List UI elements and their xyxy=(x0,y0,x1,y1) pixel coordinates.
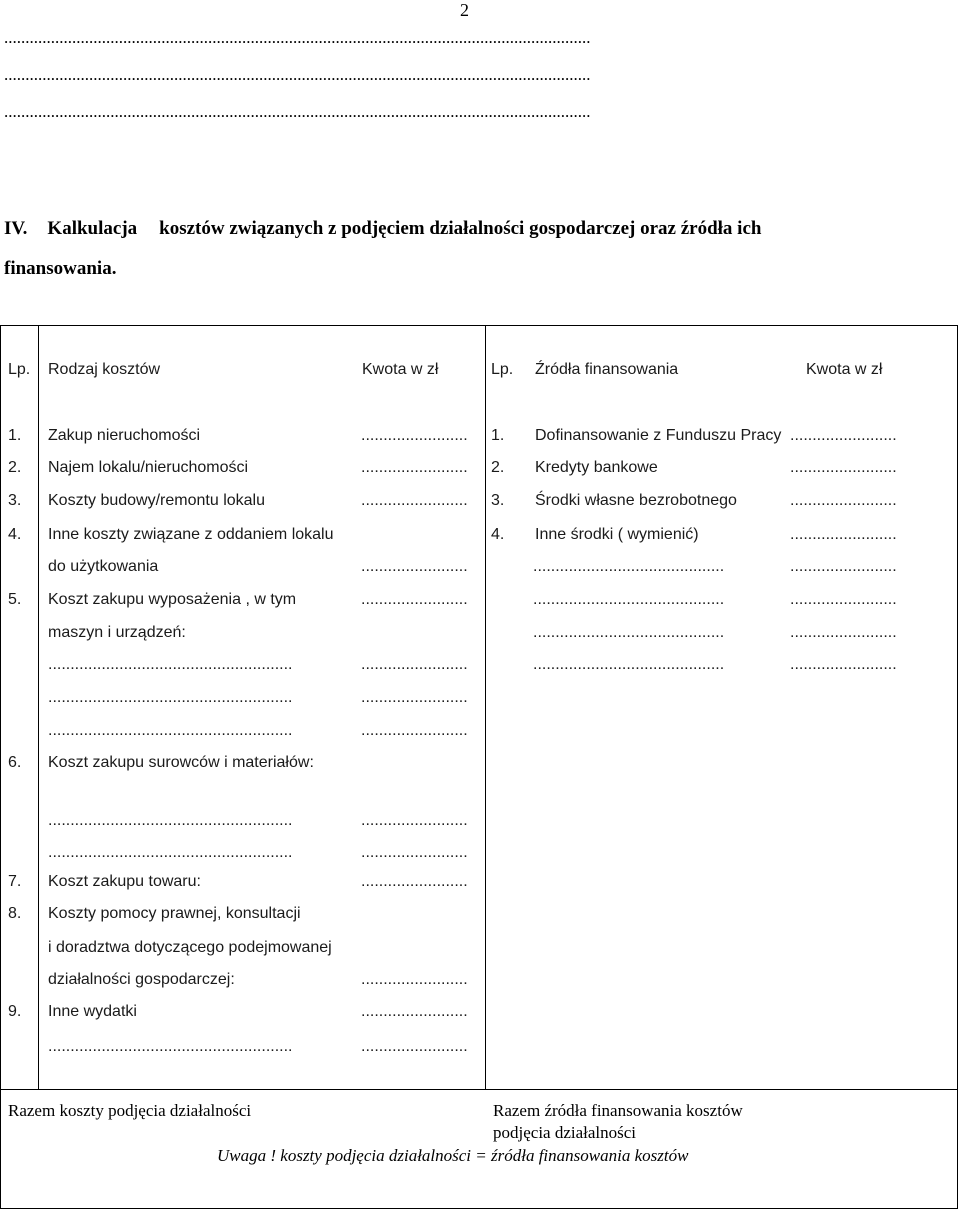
cost-row-number: 1. xyxy=(8,427,22,444)
blank-line-2: .......................................................................................................................................... xyxy=(4,65,591,84)
source-row-number: 2. xyxy=(491,459,505,476)
source-row-blank: ........................................... xyxy=(533,624,725,641)
cost-row-amount: ........................ xyxy=(361,1038,468,1055)
cost-row-number: 2. xyxy=(8,459,22,476)
cost-row-amount: ........................ xyxy=(361,492,468,509)
cost-row-number: 8. xyxy=(8,905,22,922)
cost-row-label: Koszt zakupu surowców i materiałów: xyxy=(48,754,314,771)
cost-row-amount: ........................ xyxy=(361,873,468,890)
section-number: IV. xyxy=(4,218,28,239)
source-row-label: Środki własne bezrobotnego xyxy=(535,492,737,509)
column-divider-lp xyxy=(38,325,39,1090)
source-row-amount: ........................ xyxy=(790,656,897,673)
table-right-border xyxy=(957,325,958,1209)
cost-row-blank: ....................................................... xyxy=(48,812,293,829)
cost-row-amount: ........................ xyxy=(361,844,468,861)
cost-row-blank: ....................................................... xyxy=(48,722,293,739)
cost-row-number: 7. xyxy=(8,873,22,890)
section-heading-word: Kalkulacja xyxy=(47,218,138,239)
total-sources-label-line-2: podjęcia działalności xyxy=(493,1123,637,1142)
header-lp-left: Lp. xyxy=(8,361,31,378)
source-row-number: 4. xyxy=(491,526,505,543)
header-sources: Źródła finansowania xyxy=(535,361,679,378)
cost-row-label: i doradztwa dotyczącego podejmowanej xyxy=(48,939,332,956)
source-row-amount: ........................ xyxy=(790,624,897,641)
source-row-amount: ........................ xyxy=(790,526,897,543)
source-row-blank: ........................................... xyxy=(533,591,725,608)
cost-row-label: Koszty pomocy prawnej, konsultacji xyxy=(48,905,301,922)
cost-row-label: Koszt zakupu wyposażenia , w tym xyxy=(48,591,297,608)
header-cost-type: Rodzaj kosztów xyxy=(48,361,161,378)
cost-row-number: 4. xyxy=(8,526,22,543)
blank-line-3: .......................................................................................................................................... xyxy=(4,102,591,121)
total-costs-label: Razem koszty podjęcia działalności xyxy=(8,1101,252,1120)
totals-separator xyxy=(0,1089,958,1090)
cost-row-blank: ....................................................... xyxy=(48,1038,293,1055)
table-top-border xyxy=(0,325,958,326)
table-bottom-border xyxy=(0,1208,958,1209)
cost-row-label: działalności gospodarczej: xyxy=(48,971,235,988)
cost-row-label: do użytkowania xyxy=(48,558,159,575)
cost-row-number: 6. xyxy=(8,754,22,771)
cost-row-label: Inne wydatki xyxy=(48,1003,137,1020)
source-row-number: 3. xyxy=(491,492,505,509)
header-lp-right: Lp. xyxy=(491,361,514,378)
cost-row-label: Najem lokalu/nieruchomości xyxy=(48,459,249,476)
balance-note: Uwaga ! koszty podjęcia działalności = źródła finansowania kosztów xyxy=(217,1146,689,1165)
cost-row-amount: ........................ xyxy=(361,656,468,673)
cost-row-amount: ........................ xyxy=(361,689,468,706)
source-row-amount: ........................ xyxy=(790,459,897,476)
source-row-amount: ........................ xyxy=(790,427,897,444)
cost-row-number: 3. xyxy=(8,492,22,509)
source-row-blank: ........................................... xyxy=(533,558,725,575)
source-row-label: Dofinansowanie z Funduszu Pracy xyxy=(535,427,782,444)
cost-row-label: Zakup nieruchomości xyxy=(48,427,201,444)
cost-row-blank: ....................................................... xyxy=(48,656,293,673)
section-heading-rest: kosztów związanych z podjęciem działalności gospodarczej oraz źródła ich xyxy=(159,218,762,239)
section-heading-line-2: finansowania. xyxy=(4,258,117,279)
source-row-amount: ........................ xyxy=(790,558,897,575)
source-row-label: Kredyty bankowe xyxy=(535,459,658,476)
cost-row-label: Koszt zakupu towaru: xyxy=(48,873,201,890)
source-row-number: 1. xyxy=(491,427,505,444)
source-row-label: Inne środki ( wymienić) xyxy=(535,526,699,543)
section-heading-line-1 xyxy=(4,218,761,240)
source-row-amount: ........................ xyxy=(790,492,897,509)
page-number: 2 xyxy=(460,0,469,20)
cost-row-label: Inne koszty związane z oddaniem lokalu xyxy=(48,526,334,543)
cost-row-amount: ........................ xyxy=(361,722,468,739)
cost-row-number: 5. xyxy=(8,591,22,608)
blank-line-1: .......................................................................................................................................... xyxy=(4,28,591,47)
source-row-blank: ........................................... xyxy=(533,656,725,673)
cost-row-amount: ........................ xyxy=(361,812,468,829)
header-amount-left: Kwota w zł xyxy=(362,361,439,378)
cost-row-amount: ........................ xyxy=(361,591,468,608)
cost-row-amount: ........................ xyxy=(361,558,468,575)
source-row-amount: ........................ xyxy=(790,591,897,608)
cost-row-amount: ........................ xyxy=(361,971,468,988)
cost-row-amount: ........................ xyxy=(361,1003,468,1020)
column-divider-middle xyxy=(485,325,486,1090)
cost-row-blank: ....................................................... xyxy=(48,689,293,706)
cost-row-label: Koszty budowy/remontu lokalu xyxy=(48,492,265,509)
cost-row-label: maszyn i urządzeń: xyxy=(48,624,186,641)
table-left-border xyxy=(0,325,1,1209)
header-amount-right: Kwota w zł xyxy=(806,361,883,378)
cost-row-blank: ....................................................... xyxy=(48,844,293,861)
total-sources-label-line-1: Razem źródła finansowania kosztów xyxy=(493,1101,743,1120)
cost-row-amount: ........................ xyxy=(361,427,468,444)
cost-row-amount: ........................ xyxy=(361,459,468,476)
cost-row-number: 9. xyxy=(8,1003,22,1020)
